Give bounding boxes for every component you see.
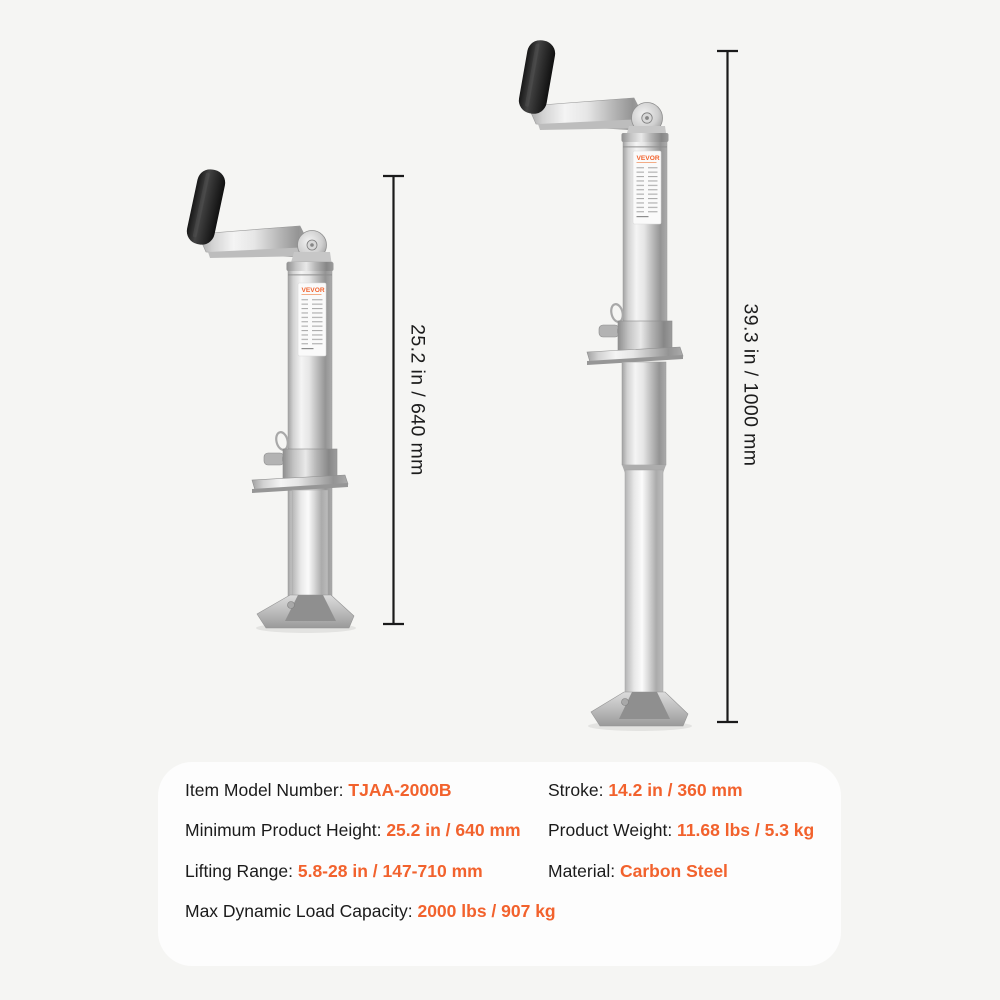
left-dimension-line bbox=[383, 176, 404, 624]
left-dimension-label: 25.2 in / 640 mm bbox=[406, 324, 429, 476]
spec-value: 11.68 lbs / 5.3 kg bbox=[677, 820, 815, 840]
spec-value: Carbon Steel bbox=[619, 861, 728, 881]
left-jack-spec-sticker bbox=[298, 283, 326, 356]
spec-value: 14.2 in / 360 mm bbox=[608, 780, 743, 800]
left-jack bbox=[184, 167, 356, 633]
right-jack-spec-sticker bbox=[633, 151, 661, 224]
left-jack-tube-seam bbox=[288, 274, 332, 276]
right-jack-foot bbox=[591, 692, 688, 726]
right-jack-inner-tube bbox=[625, 470, 663, 698]
spec-label: Lifting Range: bbox=[185, 861, 298, 881]
spec-label: Max Dynamic Load Capacity: bbox=[185, 901, 418, 921]
spec-item-material bbox=[548, 860, 728, 882]
spec-value: 25.2 in / 640 mm bbox=[386, 820, 521, 840]
right-sticker-brand-text: VEVOR bbox=[636, 155, 660, 162]
spec-value: 5.8-28 in / 147-710 mm bbox=[297, 861, 483, 881]
spec-value: 2000 lbs / 907 kg bbox=[417, 901, 556, 921]
left-jack-foot bbox=[257, 595, 354, 628]
spec-item-model-number bbox=[185, 779, 452, 801]
left-sticker-brand-text: VEVOR bbox=[301, 287, 325, 294]
spec-label: Minimum Product Height: bbox=[185, 820, 387, 840]
spec-item-weight bbox=[548, 819, 814, 841]
right-jack bbox=[517, 38, 692, 731]
spec-label: Stroke: bbox=[548, 780, 609, 800]
spec-label: Item Model Number: bbox=[185, 780, 349, 800]
spec-label: Material: bbox=[548, 861, 620, 881]
spec-item-min-height bbox=[185, 819, 521, 841]
right-dimension-line bbox=[717, 51, 738, 722]
left-jack-tube-cap bbox=[287, 262, 334, 271]
right-jack-middle-tube bbox=[622, 362, 666, 465]
right-dimension-label: 39.3 in / 1000 mm bbox=[739, 303, 762, 467]
right-jack-tube-cap bbox=[622, 133, 669, 142]
left-jack-inner-tube bbox=[292, 490, 328, 600]
spec-item-stroke bbox=[548, 779, 743, 801]
spec-label: Product Weight: bbox=[548, 820, 678, 840]
spec-panel bbox=[158, 762, 841, 966]
right-jack-tube-seam bbox=[623, 146, 667, 148]
spec-value: TJAA-2000B bbox=[348, 780, 452, 800]
spec-item-lifting-range bbox=[185, 860, 483, 882]
spec-item-max-load bbox=[185, 900, 556, 922]
